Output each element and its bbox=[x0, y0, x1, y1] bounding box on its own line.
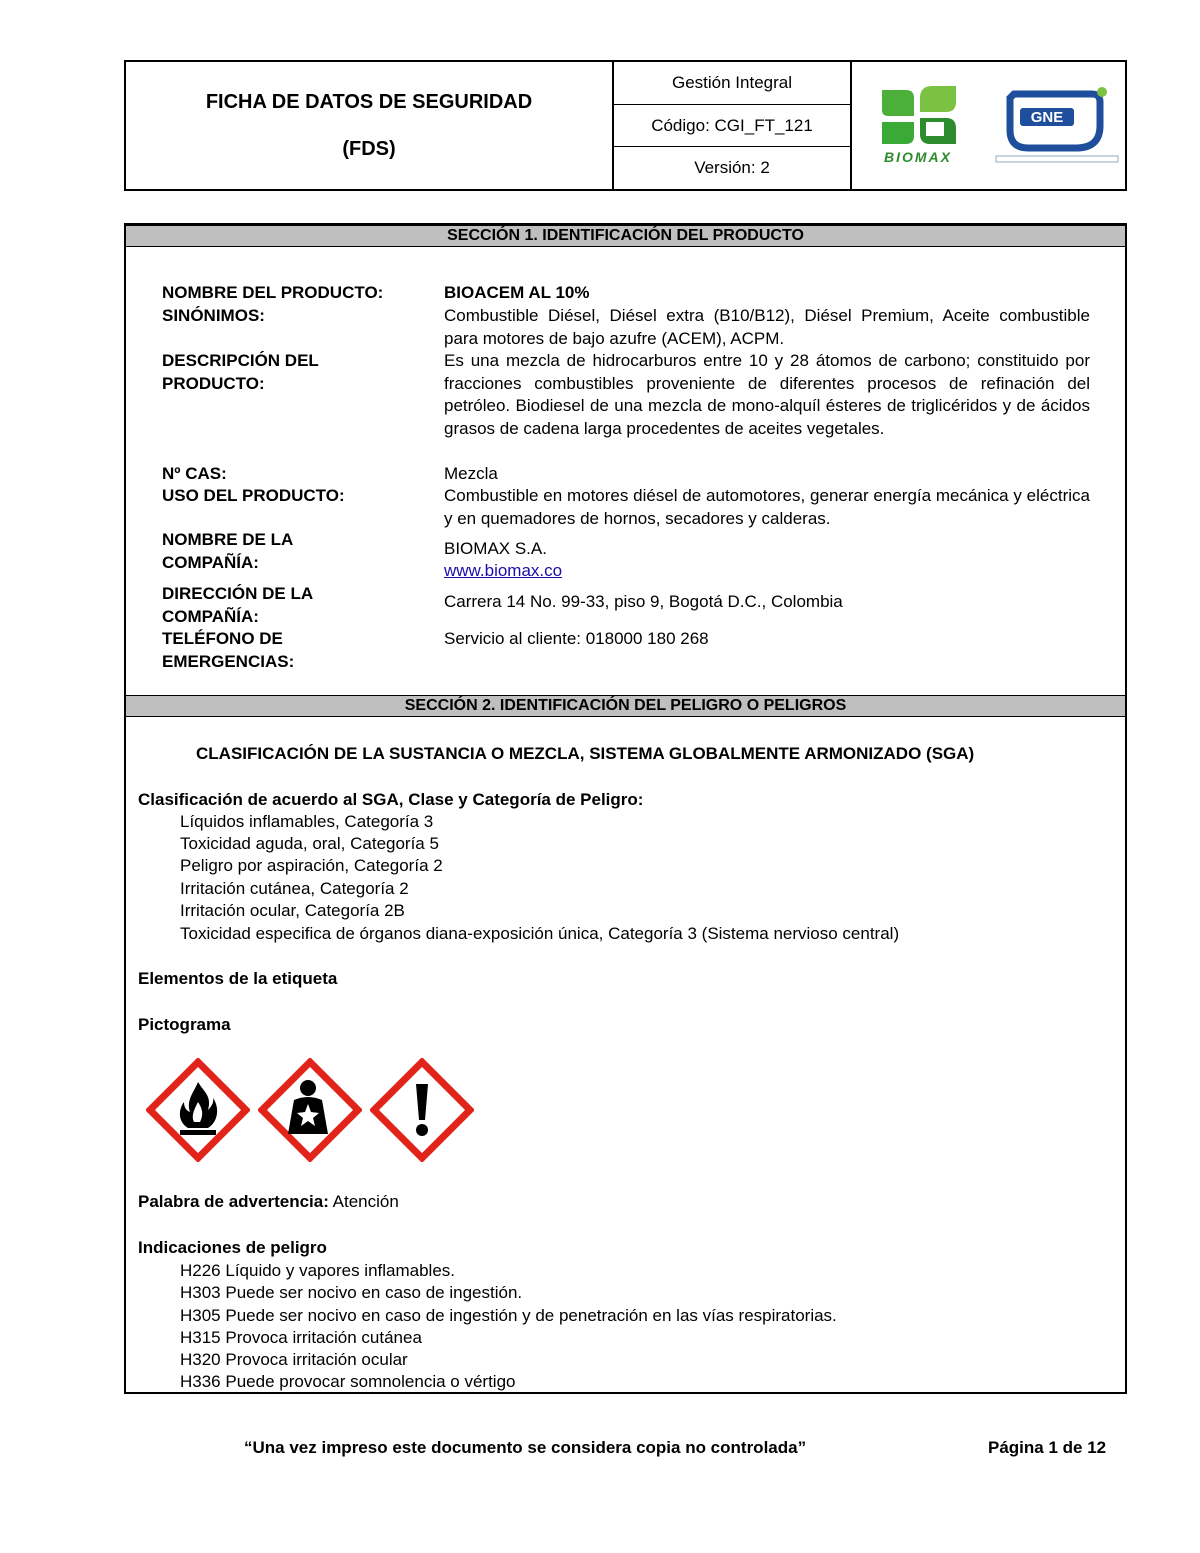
company-label-2: COMPAÑÍA: bbox=[162, 553, 259, 572]
company-value: BIOMAX S.A. bbox=[444, 539, 547, 558]
signal-word-line bbox=[138, 1191, 399, 1214]
section2-subheading: CLASIFICACIÓN DE LA SUSTANCIA O MEZCLA, SISTEMA GLOBALMENTE ARMONIZADO (SGA) bbox=[196, 744, 975, 763]
document-title: FICHA DE DATOS DE SEGURIDAD bbox=[205, 90, 533, 113]
svg-text:GNE: GNE bbox=[1030, 109, 1064, 126]
management-system: Gestión Integral bbox=[614, 62, 850, 105]
footer-note: “Una vez impreso este documento se considera copia no controlada” bbox=[244, 1438, 807, 1457]
description-label-1: DESCRIPCIÓN DEL bbox=[162, 351, 319, 370]
section2-heading: SECCIÓN 2. IDENTIFICACIÓN DEL PELIGRO O PELIGROS bbox=[126, 695, 1125, 717]
cas-label: Nº CAS: bbox=[162, 464, 227, 483]
company-label-1: NOMBRE DE LA bbox=[162, 530, 294, 549]
description-value: Es una mezcla de hidrocarburos entre 10 y 28 átomos de carbono; constituido por fracciones combustibles proveniente de diferentes procesos de refinación del petróleo. Biodiesel de una mezcla de mono-alquíl ésteres de triglicéridos y de ácidos grasos de cadena larga procedentes de aceites vegetales. bbox=[444, 351, 1090, 438]
phone-label-2: EMERGENCIAS: bbox=[162, 652, 295, 671]
pictogram-title: Pictograma bbox=[138, 1015, 231, 1034]
hazard-statement: H336 Puede provocar somnolencia o vértigo bbox=[180, 1372, 516, 1391]
classification-item: Irritación ocular, Categoría 2B bbox=[180, 901, 405, 920]
header-title-cell bbox=[126, 62, 614, 189]
phone-label-1: TELÉFONO DE bbox=[162, 629, 283, 648]
cas-value: Mezcla bbox=[444, 464, 498, 483]
address-label-1: DIRECCIÓN DE LA bbox=[162, 584, 314, 603]
label-elements-title: Elementos de la etiqueta bbox=[138, 969, 338, 988]
signal-word-label: Palabra de advertencia: bbox=[138, 1192, 329, 1211]
company-website-link[interactable]: www.biomax.co bbox=[444, 561, 563, 580]
signal-word-value: Atención bbox=[328, 1192, 399, 1211]
document-code: Código: CGI_FT_121 bbox=[614, 105, 850, 148]
product-name-label: NOMBRE DEL PRODUCTO: bbox=[162, 283, 384, 302]
svg-text:BIOMAX: BIOMAX bbox=[884, 149, 952, 165]
classification-item: Peligro por aspiración, Categoría 2 bbox=[180, 856, 443, 875]
address-label-2: COMPAÑÍA: bbox=[162, 607, 259, 626]
hazard-statements-title: Indicaciones de peligro bbox=[138, 1238, 327, 1257]
classification-item: Toxicidad especifica de órganos diana-exposición única, Categoría 3 (Sistema nervioso central) bbox=[180, 924, 900, 943]
biomax-logo bbox=[874, 82, 974, 172]
gne-logo bbox=[992, 86, 1122, 170]
sections-container bbox=[124, 223, 1127, 1394]
hazard-statement: H305 Puede ser nocivo en caso de ingestión y de penetración en las vías respiratorias. bbox=[180, 1306, 837, 1325]
flame-icon bbox=[146, 1058, 250, 1162]
header-info-cell bbox=[614, 62, 852, 189]
hazard-statement: H226 Líquido y vapores inflamables. bbox=[180, 1261, 455, 1280]
address-value: Carrera 14 No. 99-33, piso 9, Bogotá D.C., Colombia bbox=[444, 592, 843, 611]
synonyms-label: SINÓNIMOS: bbox=[162, 306, 265, 325]
classification-title: Clasificación de acuerdo al SGA, Clase y Categoría de Peligro: bbox=[138, 790, 644, 809]
classification-item: Toxicidad aguda, oral, Categoría 5 bbox=[180, 834, 439, 853]
synonyms-value: Combustible Diésel, Diésel extra (B10/B12), Diésel Premium, Aceite combustible para motores de bajo azufre (ACEM), ACPM. bbox=[444, 306, 1090, 348]
description-label-2: PRODUCTO: bbox=[162, 374, 265, 393]
hazard-statement: H315 Provoca irritación cutánea bbox=[180, 1328, 422, 1347]
hazard-statement: H320 Provoca irritación ocular bbox=[180, 1350, 408, 1369]
document-version: Versión: 2 bbox=[694, 158, 770, 178]
use-label: USO DEL PRODUCTO: bbox=[162, 486, 345, 505]
health-hazard-icon bbox=[258, 1058, 362, 1162]
section1-heading: SECCIÓN 1. IDENTIFICACIÓN DEL PRODUCTO bbox=[126, 225, 1125, 247]
hazard-statement: H303 Puede ser nocivo en caso de ingestión. bbox=[180, 1283, 523, 1302]
page-number: Página 1 de 12 bbox=[988, 1438, 1107, 1457]
exclamation-icon bbox=[370, 1058, 474, 1162]
header-logos-cell bbox=[852, 62, 1125, 189]
document-abbreviation: (FDS) bbox=[342, 137, 396, 160]
classification-item: Líquidos inflamables, Categoría 3 bbox=[180, 812, 434, 831]
use-value: Combustible en motores diésel de automotores, generar energía mecánica y eléctrica y en quemadores de hornos, secadores y calderas. bbox=[444, 486, 1090, 528]
phone-value: Servicio al cliente: 018000 180 268 bbox=[444, 629, 709, 648]
product-name-value: BIOACEM AL 10% bbox=[444, 283, 590, 302]
classification-item: Irritación cutánea, Categoría 2 bbox=[180, 879, 409, 898]
document-header bbox=[124, 60, 1127, 191]
